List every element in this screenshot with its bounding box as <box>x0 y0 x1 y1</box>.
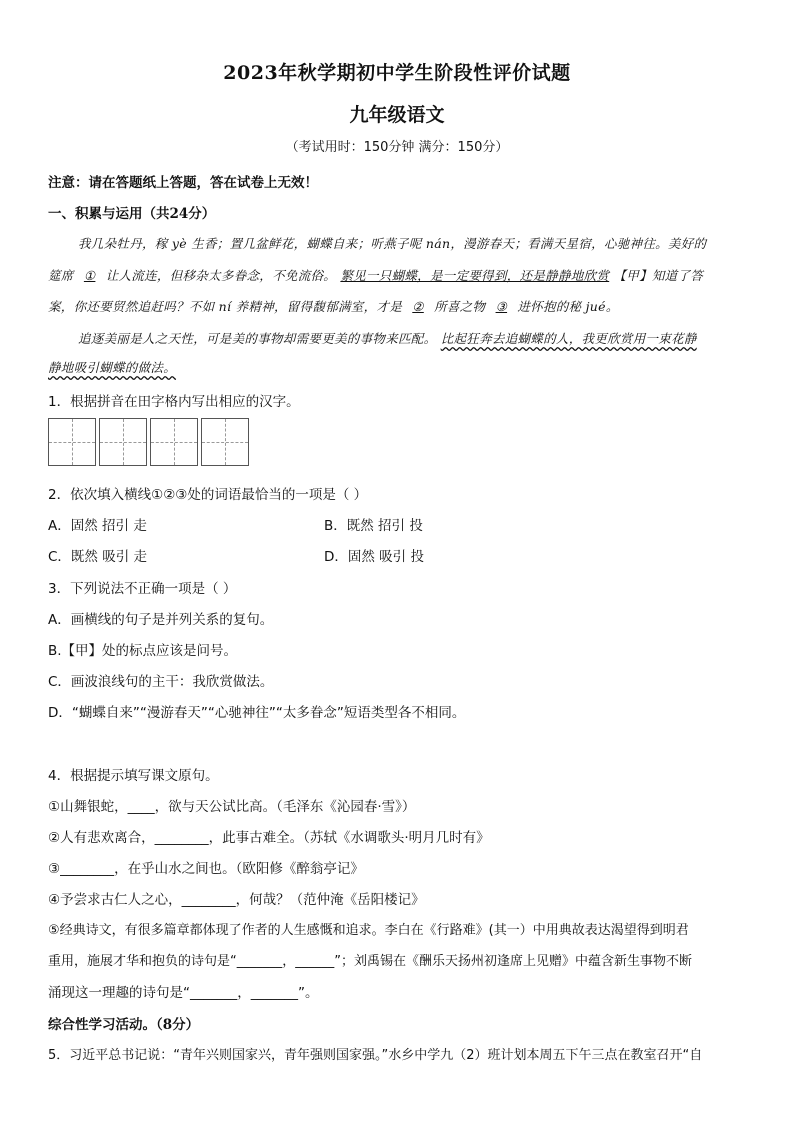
section1-heading: 一、积累与运用（共24分） <box>48 206 216 222</box>
tianzige-cell[interactable] <box>99 418 147 466</box>
tianzige-grid <box>48 418 249 466</box>
q3-option-c[interactable]: C．画波浪线句的主干：我欣赏做法。 <box>48 674 274 690</box>
passage-text: 让人流连，但移杂太多眷念，不免流俗。 <box>105 268 337 283</box>
question-4: 4．根据提示填写课文原句。 <box>48 768 219 784</box>
q4-item-3: ③________，在乎山水之间也。（欧阳修《醉翁亭记》 <box>48 861 364 877</box>
passage-text: 所喜之物 <box>434 299 486 314</box>
passage-line-2 <box>48 266 703 284</box>
q4-item-1: ①山舞银蛇，____，欲与天公试比高。（毛泽东《沁园春·雪》） <box>48 799 416 815</box>
q4-item-2: ②人有悲欢离合，________，此事古难全。（苏轼《水调歌头·明月几时有》 <box>48 830 490 846</box>
blank-2: ② <box>412 299 424 314</box>
q3-option-a[interactable]: A．画横线的句子是并列关系的复句。 <box>48 612 274 628</box>
passage-text: 案，你还要贸然追赶吗？不如 ní 养精神，留得馥郁满室，才是 <box>48 299 402 314</box>
tianzige-cell[interactable] <box>201 418 249 466</box>
blank-3: ③ <box>495 299 508 314</box>
passage-text: 【甲】知道了答 <box>613 268 704 283</box>
passage-line-4 <box>78 329 697 347</box>
passage-line-3 <box>48 297 619 315</box>
underlined-sentence: 繁见一只蝴蝶，是一定要得到，还是静静地欣赏 <box>340 268 610 283</box>
wavy-sentence: 比起狂奔去追蝴蝶的人，我更欣赏用一束花静 <box>440 331 697 346</box>
passage-text: 筵席 <box>48 268 74 283</box>
tianzige-cell[interactable] <box>150 418 198 466</box>
q2-option-c[interactable]: C．既然 吸引 走 <box>48 549 148 565</box>
passage-text: 进怀抱的秘 jué。 <box>517 299 619 314</box>
q3-option-b[interactable]: B.【甲】处的标点应该是问号。 <box>48 643 238 659</box>
passage-line-5: 静地吸引蝴蝶的做法。 <box>48 360 177 375</box>
q2-option-d[interactable]: D．固然 吸引 投 <box>324 549 424 565</box>
passage-text: 追逐美丽是人之天性，可是美的事物却需要更美的事物来匹配。 <box>78 331 437 346</box>
notice: 注意：请在答题纸上答题，答在试卷上无效！ <box>48 175 318 191</box>
q4-item-5-line-1: ⑤经典诗文，有很多篇章都体现了作者的人生感慨和追求。李白在《行路难》(其一）中用典故表达渴望得到明君 <box>48 923 689 938</box>
question-3: 3．下列说法不正确一项是（ ） <box>48 581 237 597</box>
question-5: 5．习近平总书记说：“青年兴则国家兴，青年强则国家强。”水乡中学九（2）班计划本周五下午三点在教室召开“自 <box>48 1048 703 1063</box>
exam-subject: 九年级语文 <box>349 104 445 126</box>
q4-item-4: ④予尝求古仁人之心，________，何哉？（范仲淹《岳阳楼记》 <box>48 892 425 908</box>
section2-heading: 综合性学习活动。（8分） <box>48 1017 200 1033</box>
question-2: 2．依次填入横线①②③处的词语最恰当的一项是（ ） <box>48 487 368 503</box>
question-1: 1．根据拼音在田字格内写出相应的汉字。 <box>48 394 300 410</box>
q2-option-a[interactable]: A．固然 招引 走 <box>48 518 147 534</box>
q3-option-d[interactable]: D．“蝴蝶自来”“漫游春天”“心驰神往”“太多眷念”短语类型各不相同。 <box>48 705 466 721</box>
q4-item-5-line-3: 涌现这一理趣的诗句是“_______，_______”。 <box>48 985 319 1001</box>
q2-option-b[interactable]: B．既然 招引 投 <box>324 518 423 534</box>
passage-line-1: 我几朵牡丹，稼 yè 生香；置几盆鲜花，蝴蝶自来；听燕子呢 nán，漫游春天；看满天星宿，心驰神往。美好的 <box>78 236 707 251</box>
q4-item-5-line-2: 重用，施展才华和抱负的诗句是“_______，______”；刘禹锡在《酬乐天扬州初逢席上见赠》中蕴含新生事物不断 <box>48 954 692 969</box>
blank-1: ① <box>83 268 96 283</box>
exam-info: （考试用时：150分钟 满分：150分） <box>285 140 509 155</box>
tianzige-cell[interactable] <box>48 418 96 466</box>
exam-title: 2023年秋学期初中学生阶段性评价试题 <box>223 62 571 84</box>
